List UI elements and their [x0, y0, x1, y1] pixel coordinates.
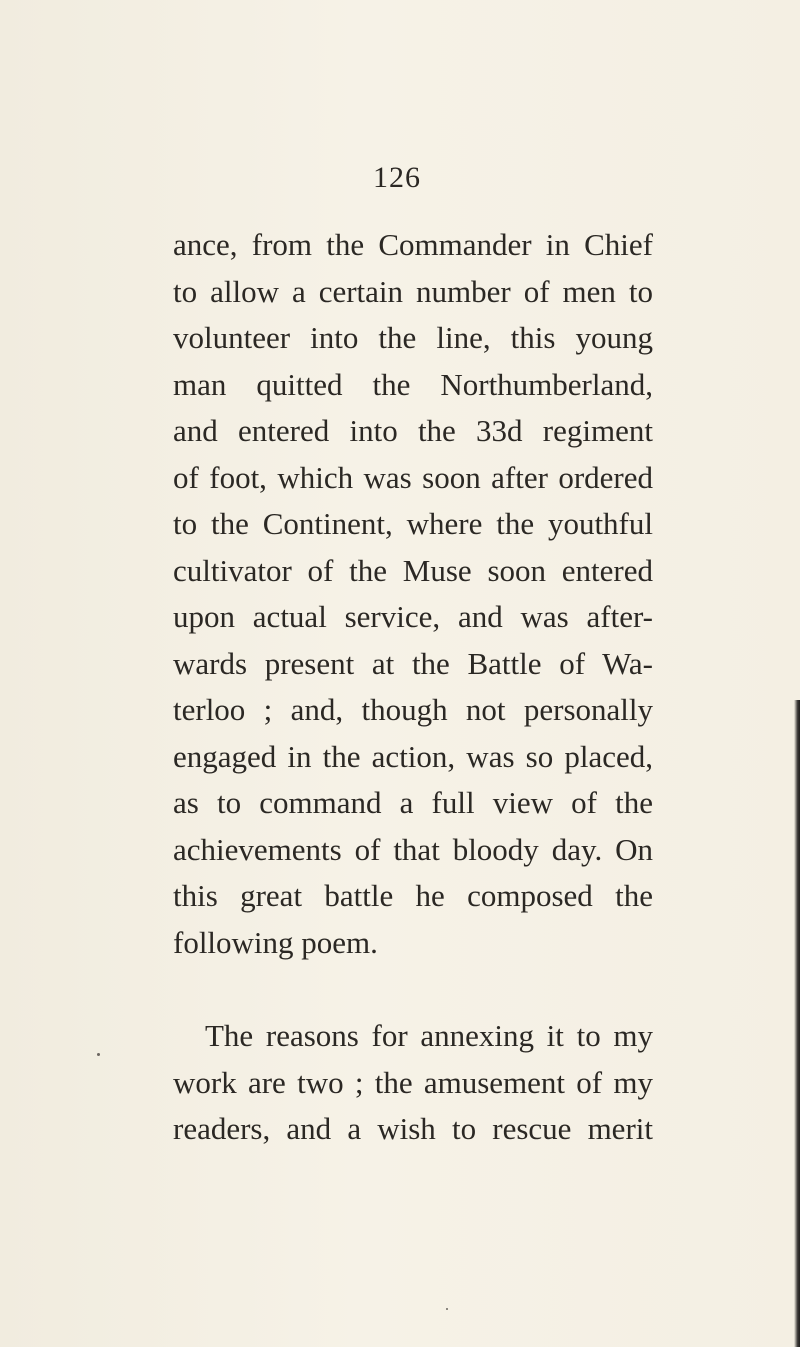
page-edge-shadow	[794, 700, 800, 1347]
paragraph-gap	[173, 966, 653, 1013]
text-line: following poem.	[173, 924, 378, 960]
paragraph-2	[173, 1013, 653, 1153]
text-line: achievements of that bloody day. On	[173, 831, 653, 867]
paper-speck	[446, 1308, 448, 1310]
text-line: upon actual service, and was after-	[173, 599, 653, 634]
text-line: this great battle he composed the	[173, 878, 653, 913]
paper-speck	[97, 1053, 100, 1056]
page-number: 126	[373, 161, 421, 194]
text-line: ance, from the Commander in Chief	[173, 227, 653, 262]
text-line: readers, and a wish to rescue merit	[173, 1111, 653, 1146]
text-line: to allow a certain number of men to	[173, 273, 653, 309]
text-line: The reasons for annexing it to my	[205, 1018, 653, 1053]
text-line: engaged in the action, was so placed,	[173, 738, 653, 774]
text-line: wards present at the Battle of Wa-	[173, 645, 653, 681]
text-line: as to command a full view of the	[173, 785, 653, 820]
text-line: terloo ; and, though not personally	[173, 692, 653, 727]
text-line: to the Continent, where the youthful	[173, 506, 653, 541]
body-text	[173, 222, 653, 1153]
text-line: man quitted the Northumberland,	[173, 366, 653, 402]
text-line: volunteer into the line, this young	[173, 320, 653, 355]
paragraph-1	[173, 222, 653, 966]
text-line: and entered into the 33d regiment	[173, 413, 653, 448]
text-line: cultivator of the Muse soon entered	[173, 552, 653, 588]
text-line: of foot, which was soon after ordered	[173, 459, 653, 495]
text-line: work are two ; the amusement of my	[173, 1064, 653, 1100]
